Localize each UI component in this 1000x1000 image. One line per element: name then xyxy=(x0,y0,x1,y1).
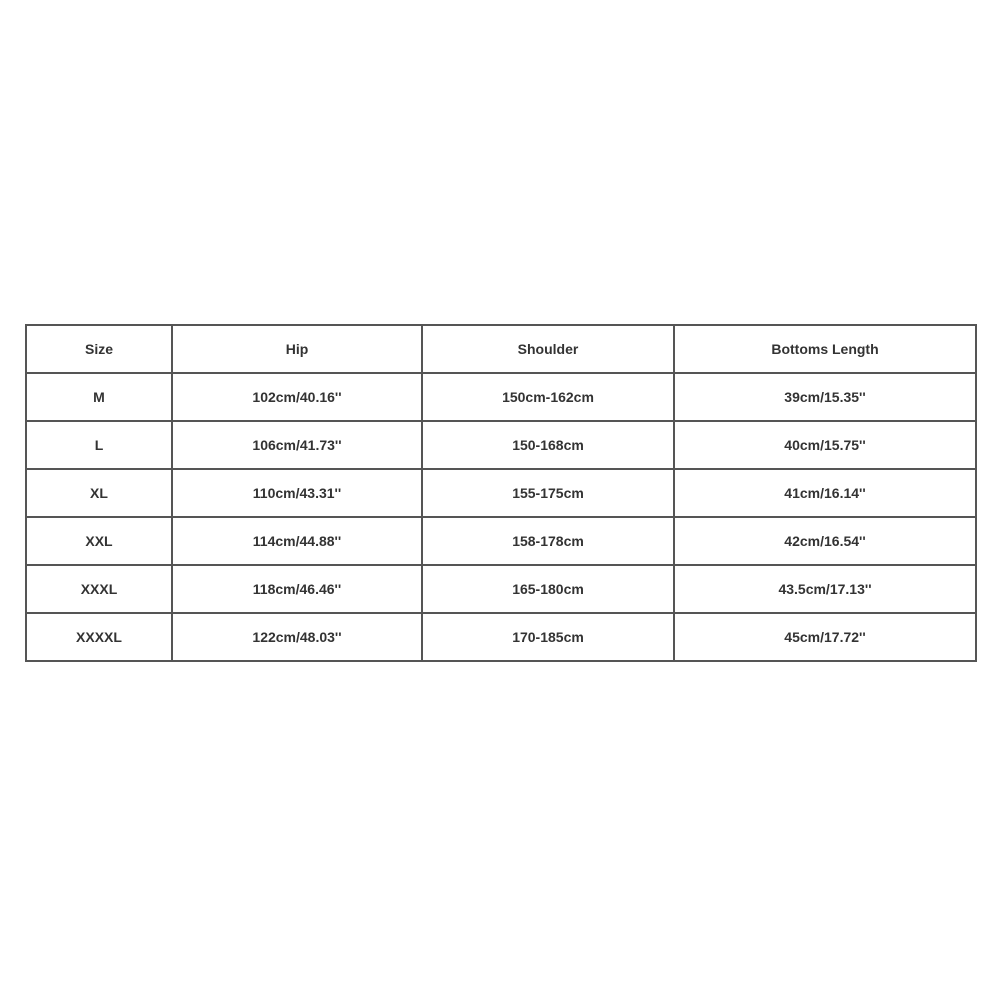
cell-bottoms-length: 41cm/16.14'' xyxy=(674,469,976,517)
cell-shoulder: 150-168cm xyxy=(422,421,674,469)
table-row xyxy=(26,517,976,565)
cell-shoulder: 165-180cm xyxy=(422,565,674,613)
cell-hip: 106cm/41.73'' xyxy=(172,421,422,469)
table-row xyxy=(26,421,976,469)
cell-shoulder: 150cm-162cm xyxy=(422,373,674,421)
table-row xyxy=(26,469,976,517)
cell-size: XXL xyxy=(26,517,172,565)
cell-size: XL xyxy=(26,469,172,517)
cell-shoulder: 158-178cm xyxy=(422,517,674,565)
table-row xyxy=(26,373,976,421)
size-chart-table xyxy=(25,324,977,662)
cell-hip: 118cm/46.46'' xyxy=(172,565,422,613)
cell-bottoms-length: 39cm/15.35'' xyxy=(674,373,976,421)
cell-hip: 114cm/44.88'' xyxy=(172,517,422,565)
cell-bottoms-length: 40cm/15.75'' xyxy=(674,421,976,469)
cell-hip: 110cm/43.31'' xyxy=(172,469,422,517)
cell-bottoms-length: 45cm/17.72'' xyxy=(674,613,976,661)
cell-size: XXXXL xyxy=(26,613,172,661)
table-body xyxy=(26,373,976,661)
cell-hip: 122cm/48.03'' xyxy=(172,613,422,661)
cell-bottoms-length: 43.5cm/17.13'' xyxy=(674,565,976,613)
cell-size: M xyxy=(26,373,172,421)
cell-hip: 102cm/40.16'' xyxy=(172,373,422,421)
cell-bottoms-length: 42cm/16.54'' xyxy=(674,517,976,565)
header-row xyxy=(26,325,976,373)
header-shoulder: Shoulder xyxy=(422,325,674,373)
header-hip: Hip xyxy=(172,325,422,373)
table-row xyxy=(26,565,976,613)
table-row xyxy=(26,613,976,661)
header-bottoms-length: Bottoms Length xyxy=(674,325,976,373)
header-size: Size xyxy=(26,325,172,373)
table-header xyxy=(26,325,976,373)
cell-size: XXXL xyxy=(26,565,172,613)
cell-shoulder: 170-185cm xyxy=(422,613,674,661)
cell-shoulder: 155-175cm xyxy=(422,469,674,517)
cell-size: L xyxy=(26,421,172,469)
